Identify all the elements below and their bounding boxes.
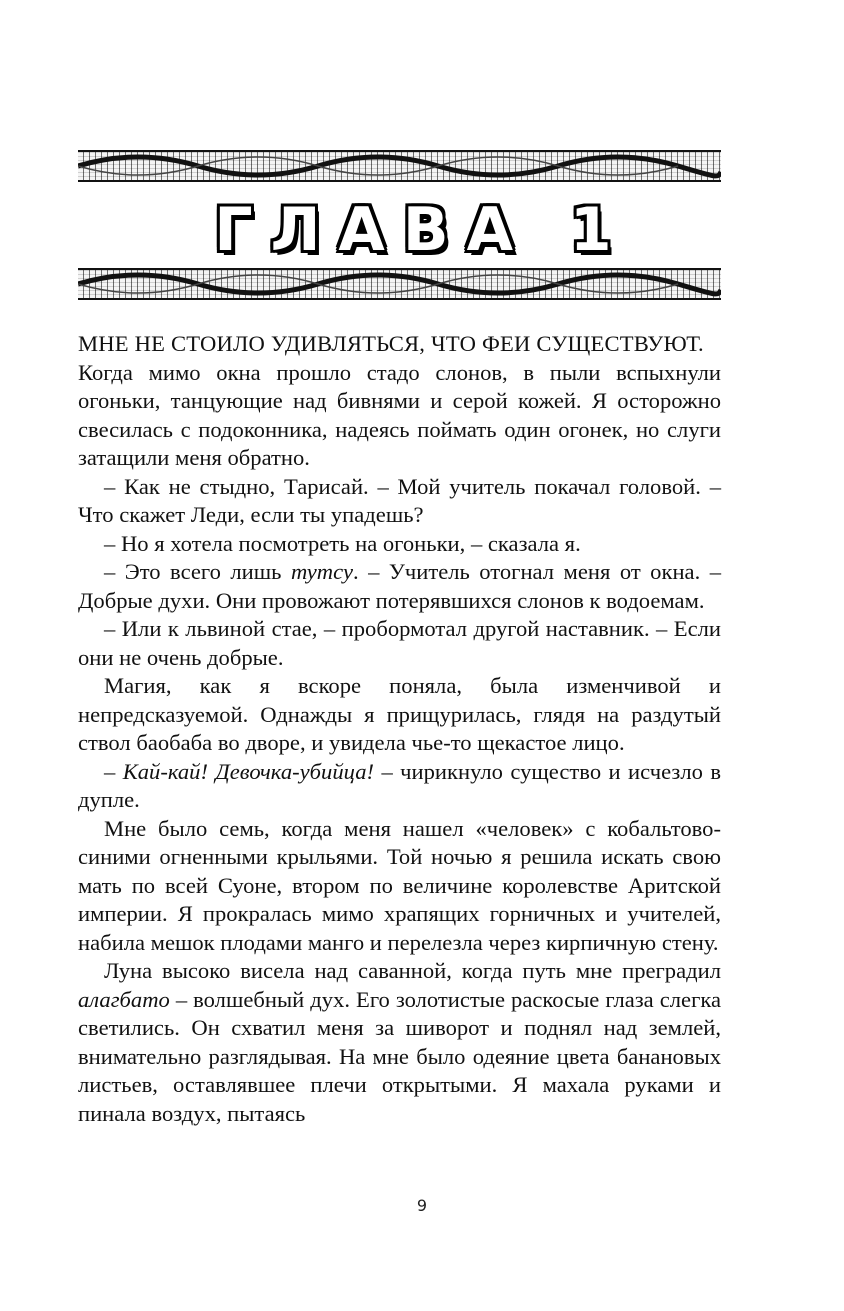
paragraph [78, 558, 721, 615]
page-number: 9 [416, 1196, 428, 1215]
text-run: – Это всего лишь [104, 559, 291, 584]
paragraph [78, 330, 721, 473]
paragraph: Магия, как я вскоре поняла, была изменчивой и непредсказуемой. Однажды я прищурилась, глядя на раздутый ствол баобаба во дворе, и увидела чье-то щекастое лицо. [78, 673, 721, 755]
chapter-title: ГЛАВА 1 [214, 195, 630, 265]
paragraph-text: Когда мимо окна прошло стадо слонов, в пыли вспыхнули огоньки, танцующие над бивнями и серой кожей. Я осторожно свесилась с подоконника, надеясь поймать один огонек, но слуги затащили меня обратно. [78, 359, 721, 470]
lead-in: МНЕ НЕ СТОИЛО УДИВЛЯТЬСЯ, ЧТО ФЕИ СУЩЕСТВУЮТ. [78, 331, 704, 356]
paragraph [78, 758, 721, 815]
italic-term: тутсу [290, 559, 353, 584]
text-run: Луна высоко висела над саванной, когда путь мне преградил [104, 958, 721, 983]
text-run: – [104, 758, 123, 784]
text-run: – чирикнуло существо и исчезло в дупле. [78, 758, 721, 812]
paragraph: – Или к львиной стае, – пробормотал другой наставник. – Если они не очень добрые. [78, 616, 721, 670]
ornament-border-bottom [78, 268, 721, 300]
ornament-border-top [78, 150, 721, 182]
italic-term: алагбато [78, 986, 170, 1012]
text-run: – волшебный дух. Его золотистые раскосые глаза слегка светились. Он схватил меня за шиворот и поднял над землей, внимательно разглядывая. На мне было одеяние цвета банановых листьев, оставлявшее плечи открытыми. Я махала руками и пинала воздух, пытаясь [78, 986, 721, 1126]
italic-speech: Кай-кай! Девочка-убийца! [122, 758, 375, 784]
paragraph: Мне было семь, когда меня нашел «человек» с кобальтово-синими огненными крыльями. Той ночью я решила искать свою мать по всей Суоне, втором по величине королевстве Аритской империи. Я прокралась мимо храпящих горничных и учителей, набила мешок плодами манго и перелезла через кирпичную стену. [78, 815, 721, 955]
paragraph: – Но я хотела посмотреть на огоньки, – сказала я. [104, 530, 581, 556]
text-run: . – Учитель отогнал меня от окна. – Добрые духи. Они провожают потерявшихся слонов к водоемам. [78, 559, 721, 613]
paragraph [78, 957, 721, 1128]
paragraph: – Как не стыдно, Тарисай. – Мой учитель покачал головой. – Что скажет Леди, если ты упадешь? [78, 473, 721, 527]
ornament-wave-top [78, 152, 721, 180]
ornament-wave-bottom [78, 270, 721, 298]
chapter-body [78, 330, 721, 1128]
